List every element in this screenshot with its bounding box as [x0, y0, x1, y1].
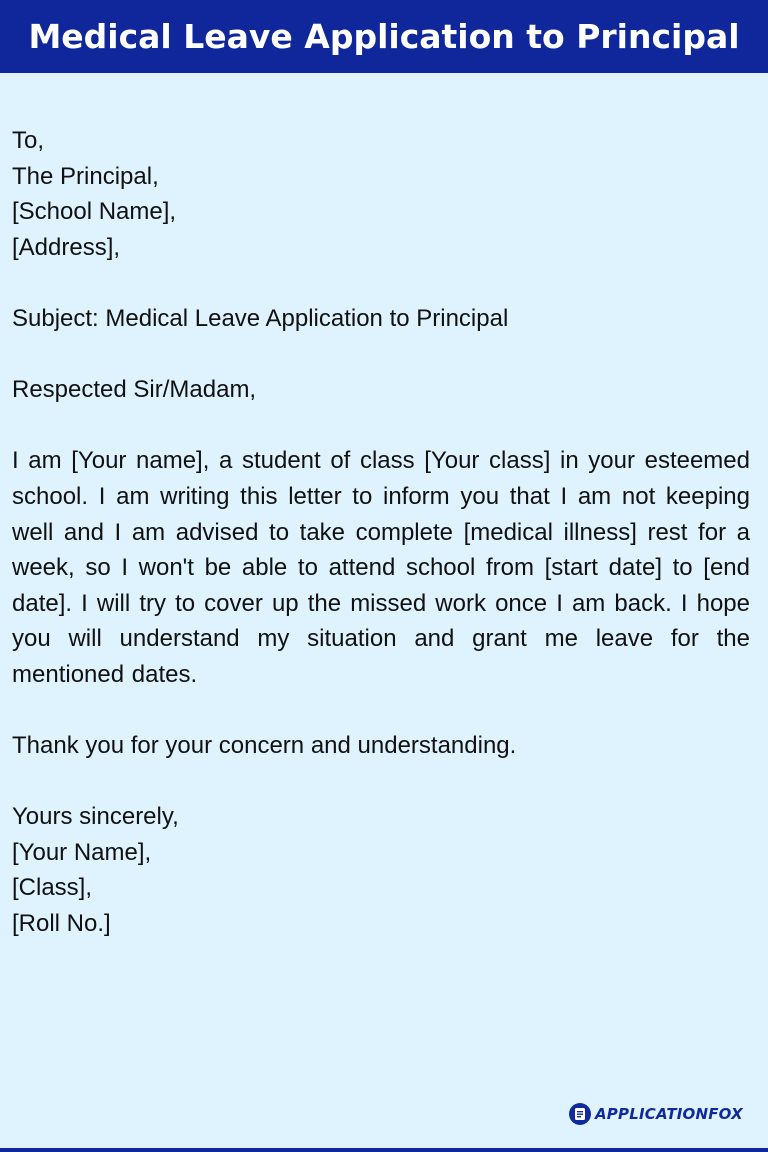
address-line-to: To, — [12, 127, 45, 154]
spacer — [12, 408, 750, 444]
brand-logo — [569, 1103, 743, 1125]
closing-line: Yours sincerely, — [12, 803, 179, 831]
body-paragraph: I am [Your name], a student of class [Your class] in your esteemed school. I am writing this letter to inform you that I am not keeping well and I am advised to take complete [medical illness] rest for a week, so I won't be able to attend school from [start date] to [end date]. I will try to cover up the missed work once I am back. I hope you will understand my situation and grant me leave for the mentioned dates. — [12, 447, 750, 688]
document-icon — [569, 1103, 591, 1125]
address-line-address: [Address], — [12, 233, 121, 261]
letter-body — [12, 123, 750, 942]
spacer — [12, 764, 750, 800]
spacer — [12, 265, 750, 301]
brand-name: APPLICATIONFOX — [595, 1105, 743, 1123]
spacer — [12, 337, 750, 373]
thanks-line: Thank you for your concern and understanding. — [12, 732, 517, 760]
subject-line: Subject: Medical Leave Application to Principal — [12, 304, 509, 332]
signature-name: [Your Name], — [12, 838, 152, 866]
address-line-school: [School Name], — [12, 198, 177, 226]
bottom-border — [0, 1148, 768, 1152]
spacer — [12, 693, 750, 729]
page-header — [0, 0, 768, 73]
signature-roll-no: [Roll No.] — [12, 910, 111, 938]
address-line-principal: The Principal, — [12, 162, 159, 190]
signature-class: [Class], — [12, 874, 93, 902]
page-title: Medical Leave Application to Principal — [28, 17, 740, 56]
salutation: Respected Sir/Madam, — [12, 376, 257, 404]
